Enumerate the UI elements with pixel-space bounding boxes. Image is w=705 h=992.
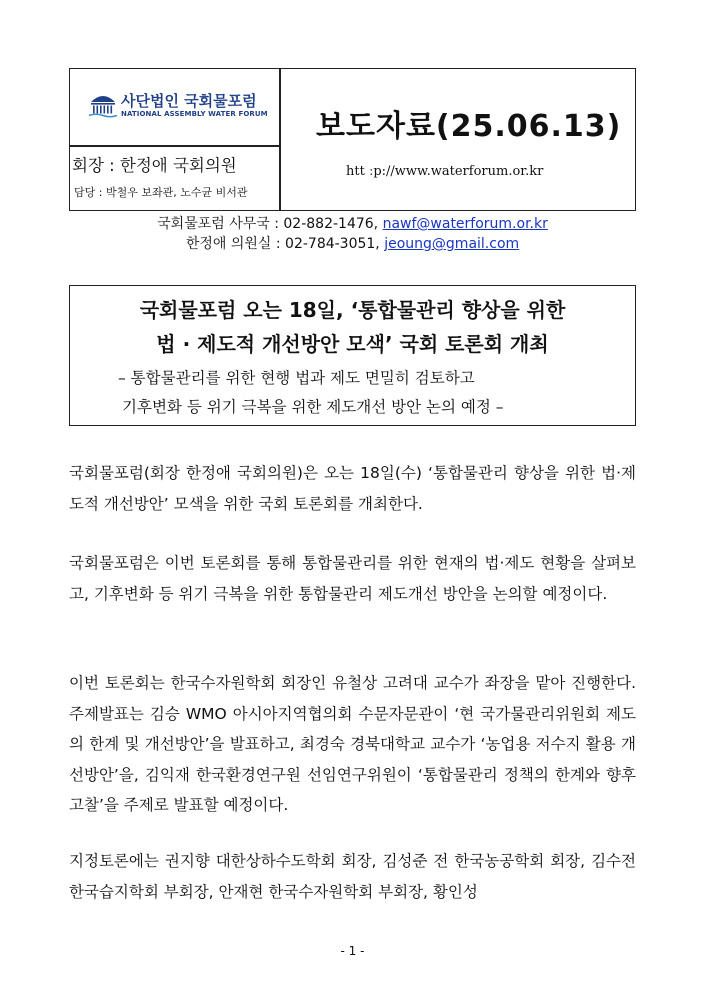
contact-person: 담당 : 박철우 보좌관, 노수균 비서관: [74, 186, 248, 199]
lawmaker-office-phone: 한정애 의원실 : 02-784-3051,: [185, 236, 385, 252]
forum-email-link[interactable]: nawf@waterforum.or.kr: [382, 216, 548, 232]
header-vertical-divider: [279, 69, 281, 210]
body-paragraph-4: 지정토론에는 권지향 대한상하수도학회 회장, 김성준 전 한국농공학회 회장, 김수전 한국습지학회 부회장, 안재현 한국수자원학회 부회장, 황인성: [69, 852, 636, 901]
header-horizontal-divider: [70, 145, 279, 147]
forum-office-contact: [69, 214, 636, 234]
subheadline-line-1: – 통합물관리를 위한 현행 법과 제도 면밀히 검토하고: [118, 369, 475, 387]
assembly-building-icon: [88, 89, 118, 119]
forum-logo: [88, 87, 273, 127]
body-paragraph-1: 국회물포럼(회장 한정애 국회의원)은 오는 18일(수) ‘통합물관리 향상을 위한 법·제도적 개선방안’ 모색을 위한 국회 토론회를 개최한다.: [69, 464, 636, 513]
contact-info: [69, 214, 636, 254]
logo-name-english: NATIONAL ASSEMBLY WATER FORUM: [121, 110, 268, 118]
body-paragraph-3: 이번 토론회는 한국수자원학회 회장인 유철상 고려대 교수가 좌장을 맡아 진행한다. 주제발표는 김승 WMO 아시아지역협의회 수문자문관이 ‘현 국가물관리위원회 제도의 한계 및 개선방안’을 발표하고, 최경숙 경북대학교 교수가 ‘농업용 저수지 활용 개선방안’을, 김익재 한국환경연구원 선임연구위원이 ‘통합물관리 정책의 한계와 향후 고찰’을 주제로 발표할 예정이다.: [69, 674, 636, 814]
forum-office-phone: 국회물포럼 사무국 : 02-882-1476,: [157, 216, 383, 232]
subheadline-line-2: 기후변화 등 위기 극복을 위한 제도개선 방안 논의 예정 –: [122, 398, 504, 416]
headline-line-1: 국회물포럼 오는 18일, ‘통합물관리 향상을 위한: [139, 298, 566, 322]
logo-name-korean: 사단법인 국회물포럼: [121, 92, 257, 110]
headline-line-2: 법 · 제도적 개선방안 모색’ 국회 토론회 개최: [156, 332, 549, 356]
lawmaker-office-contact: [69, 234, 636, 254]
website-url[interactable]: htt ːp://www.waterforum.or.kr: [346, 164, 544, 179]
chairperson: 회장 : 한정애 국회의원: [72, 156, 237, 175]
header-table: [69, 68, 636, 211]
body-paragraph-2: 국회물포럼은 이번 토론회를 통해 통합물관리를 위한 현재의 법·제도 현황을 살펴보고, 기후변화 등 위기 극복을 위한 통합물관리 제도개선 방안을 논의할 예정이다.: [69, 554, 636, 603]
press-release-title: 보도자료(25.06.13): [316, 109, 622, 144]
headline-box: [69, 285, 636, 426]
page-number: - 1 -: [340, 944, 365, 958]
lawmaker-email-link[interactable]: jeoung@gmail.com: [384, 236, 520, 252]
